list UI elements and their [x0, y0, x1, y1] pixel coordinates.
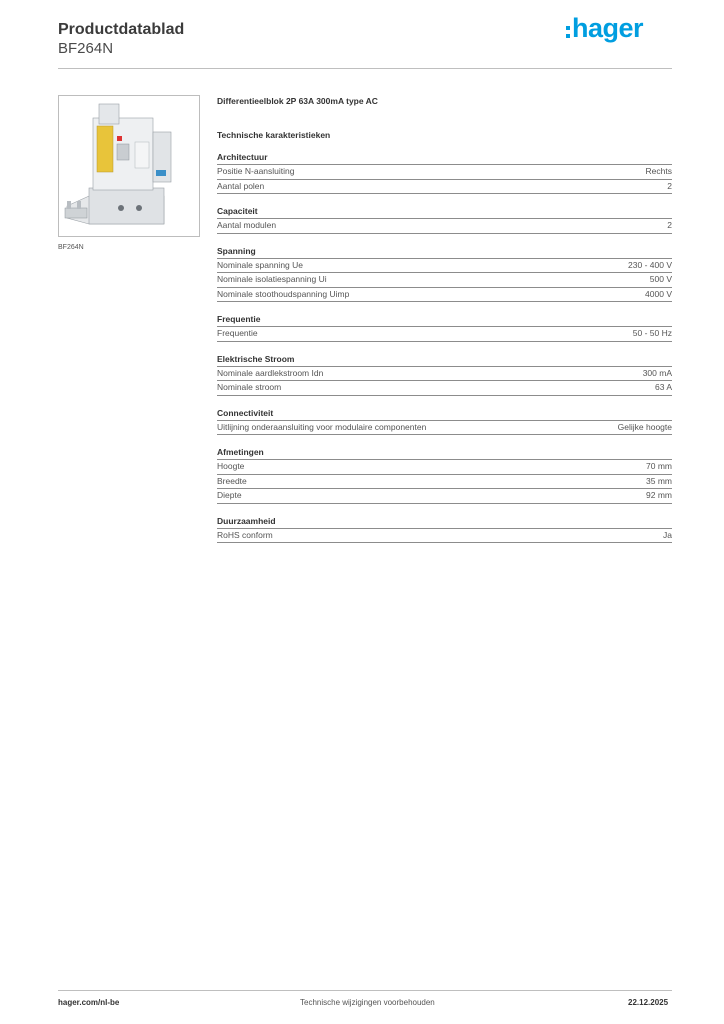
spec-label: Nominale aardlekstroom Idn: [217, 367, 324, 378]
spec-group: [217, 516, 672, 544]
footer-website: hager.com/nl-be: [58, 998, 120, 1007]
spec-label: Nominale spanning Ue: [217, 259, 303, 270]
spec-label: Diepte: [217, 490, 242, 500]
spec-label: Nominale stroom: [217, 382, 282, 392]
product-image: [58, 95, 200, 237]
spec-group-title: Spanning: [217, 246, 672, 259]
spec-label: Uitlijning onderaansluiting voor modulaire componenten: [217, 421, 427, 432]
logo-dots-icon: [566, 26, 571, 42]
product-illustration-icon: [59, 96, 199, 236]
logo-text: hager: [572, 13, 644, 43]
spec-value: 300 mA: [642, 367, 672, 378]
spec-row: [217, 180, 672, 195]
spec-row: [217, 165, 672, 180]
spec-row: [217, 489, 672, 504]
spec-group-title: Architectuur: [217, 152, 672, 165]
spec-row: [217, 219, 672, 234]
tech-heading: Technische karakteristieken: [217, 130, 331, 140]
footer-divider: [58, 990, 672, 991]
product-description: Differentieelblok 2P 63A 300mA type AC: [217, 96, 378, 106]
spec-group-title: Afmetingen: [217, 447, 672, 460]
spec-value: Gelijke hoogte: [617, 421, 672, 432]
spec-label: Nominale stoothoudspanning Uimp: [217, 288, 350, 299]
spec-value: 35 mm: [646, 475, 672, 486]
spec-group-title: Connectiviteit: [217, 408, 672, 421]
spec-label: Positie N-aansluiting: [217, 166, 295, 176]
spec-group-title: Capaciteit: [217, 206, 672, 219]
spec-label: Nominale isolatiespanning Ui: [217, 274, 327, 284]
spec-row: [217, 259, 672, 274]
spec-value: 230 - 400 V: [628, 259, 672, 270]
spec-value: 4000 V: [645, 288, 672, 299]
spec-row: [217, 529, 672, 544]
spec-label: Hoogte: [217, 461, 245, 471]
spec-row: [217, 327, 672, 342]
spec-label: RoHS conform: [217, 529, 273, 540]
image-caption: BF264N: [58, 244, 84, 251]
spec-value: 2: [667, 180, 672, 191]
spec-row: [217, 367, 672, 382]
spec-value: 92 mm: [646, 490, 672, 500]
spec-value: 50 - 50 Hz: [632, 328, 672, 338]
spec-group: [217, 408, 672, 436]
spec-group-title: Duurzaamheid: [217, 516, 672, 529]
footer-disclaimer: Technische wijzigingen voorbehouden: [300, 998, 435, 1007]
hager-logo: [566, 13, 658, 46]
spec-value: Ja: [663, 529, 672, 540]
spec-label: Aantal modulen: [217, 220, 277, 230]
spec-content: [217, 96, 672, 543]
spec-group: [217, 354, 672, 396]
spec-label: Frequentie: [217, 328, 258, 338]
spec-row: [217, 381, 672, 396]
spec-label: Breedte: [217, 475, 247, 486]
spec-group-title: Frequentie: [217, 314, 672, 327]
spec-group-title: Elektrische Stroom: [217, 354, 672, 367]
spec-group: [217, 206, 672, 234]
spec-value: Rechts: [645, 166, 672, 176]
spec-label: Aantal polen: [217, 180, 265, 191]
spec-row: [217, 421, 672, 436]
spec-group: [217, 152, 672, 194]
spec-value: 2: [667, 220, 672, 230]
spec-value: 70 mm: [646, 461, 672, 471]
spec-row: [217, 475, 672, 490]
page-title: Productdatablad: [58, 21, 185, 38]
spec-group: [217, 246, 672, 303]
spec-group: [217, 314, 672, 342]
spec-row: [217, 460, 672, 475]
spec-row: [217, 273, 672, 288]
spec-value: 500 V: [649, 274, 672, 284]
product-code: BF264N: [58, 40, 114, 57]
header-divider: [58, 68, 672, 69]
footer-date: 22.12.2025: [628, 998, 669, 1007]
spec-group: [217, 447, 672, 504]
spec-value: 63 A: [654, 382, 672, 392]
spec-row: [217, 288, 672, 303]
spec-groups: [217, 152, 672, 543]
